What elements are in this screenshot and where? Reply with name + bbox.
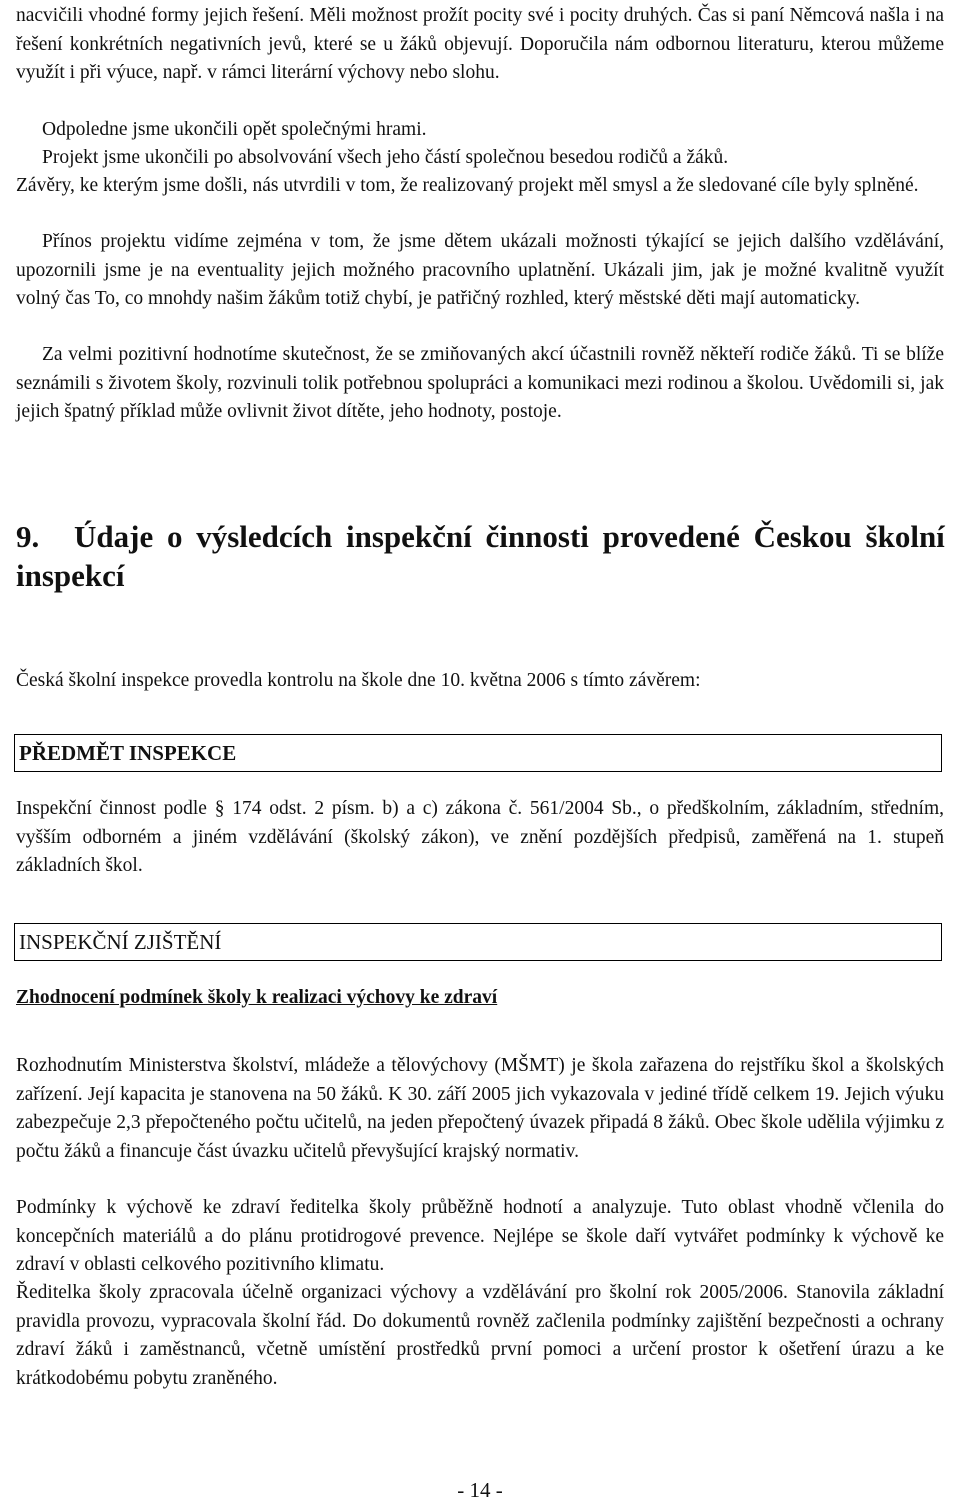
inspection-intro: Česká školní inspekce provedla kontrolu na škole dne 10. května 2006 s tímto závěrem: xyxy=(16,670,701,691)
paragraph-organization: Ředitelka školy zpracovala účelně organizaci výchovy a vzdělávání pro školní rok 2005/2006. Stanovila základní pravidla provozu, vypracovala školní řád. Do dokumentů rovněž začlenila podmínky zajištění bezpečnosti a ochrany zdraví žáků i zaměstnanců, včetně umístění prostředků první pomoci a určení prostor k ošetření úrazu a ke krátkodobému pobytu zraněného. xyxy=(16,1282,944,1389)
paragraph-parents: Za velmi pozitivní hodnotíme skutečnost, že se zmiňovaných akcí účastnili rovněž někteří rodiče žáků. Ti se blíže seznámili s životem školy, rozvinuli tolik potřebnou spolupráci a komunikaci mezi rodinou a školou. Uvědomili si, jak jejich špatný příklad může ovlivnit život dítěte, jeho hodnoty, postoje. xyxy=(16,344,944,422)
section-title: Údaje o výsledcích inspekční činnosti provedené Českou školní inspekcí xyxy=(16,519,945,593)
box-heading-subject: PŘEDMĚT INSPEKCE xyxy=(14,734,942,772)
paragraph-registration: Rozhodnutím Ministerstva školství, mládeže a tělovýchovy (MŠMT) je škola zařazena do rejstříku škol a školských zařízení. Její kapacita je stanovena na 50 žáků. K 30. září 2005 jich vykazovala v jediné třídě celkem 19. Jejich výuku zabezpečuje 2,3 přepočteného počtu učitelů, na jeden přepočtený úvazek připadá 8 žáků. Obec škole udělila výjimku z počtu žáků a financuje část úvazku učitelů převyšující krajský normativ. xyxy=(16,1055,944,1162)
paragraph-benefits: Přínos projektu vidíme zejména v tom, že jsme dětem ukázali možnosti týkající se jejich dalšího vzdělávání, upozornili jsme je na eventuality jejich možného pracovního uplatnění. Ukázali jim, jak je možné kvalitně využít volný čas To, co mnohdy našim žákům totiž chybí, je patřičný rozhled, který městské děti mají automaticky. xyxy=(16,231,944,309)
page-number xyxy=(0,1478,960,1502)
paragraph-conclusions: Závěry, ke kterým jsme došli, nás utvrdili v tom, že realizovaný projekt měl smysl a že sledované cíle byly splněné. xyxy=(16,175,919,196)
section-number: 9. xyxy=(16,519,40,554)
paragraph-inspection-subject: Inspekční činnost podle § 174 odst. 2 písm. b) a c) zákona č. 561/2004 Sb., o předškolním, základním, středním, vyšším odborném a jiném vzdělávání (školský zákon), ve znění pozdějších předpisů, zaměřená na 1. stupeň základních škol. xyxy=(16,798,944,876)
box-heading-findings: INSPEKČNÍ ZJIŠTĚNÍ xyxy=(14,923,942,961)
subheading-health-conditions: Zhodnocení podmínek školy k realizaci výchovy ke zdraví xyxy=(16,987,498,1008)
paragraph-intro-continued: nacvičili vhodné formy jejich řešení. Měli možnost prožít pocity své i pocity druhých. Čas si paní Němcová našla i na řešení konkrétních negativních jevů, které se u žáků objevují. Doporučila nám odbornou literaturu, kterou můžeme využít i při výuce, např. v rámci literární výchovy nebo slohu. xyxy=(16,5,944,83)
paragraph-health-conditions: Podmínky k výchově ke zdraví ředitelka školy průběžně hodnotí a analyzuje. Tuto oblast vhodně včlenila do koncepčních materiálů a do plánu protidrogové prevence. Nejlépe se škole daří vytvářet podmínky k výchově ke zdraví v oblasti celkového pozitivního klimatu. xyxy=(16,1197,944,1275)
page-number-text: - 14 - xyxy=(457,1478,503,1502)
paragraph-afternoon: Odpoledne jsme ukončili opět společnými hrami. xyxy=(42,119,427,140)
paragraph-project-end: Projekt jsme ukončili po absolvování všech jeho částí společnou besedou rodičů a žáků. xyxy=(42,147,729,168)
section-heading xyxy=(16,517,946,595)
